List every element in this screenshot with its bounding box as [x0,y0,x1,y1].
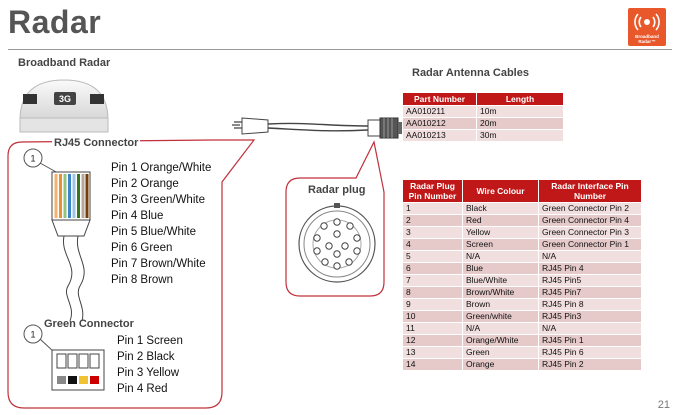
table-cell: 12 [403,335,463,347]
table-header-cell: Radar Interface Pin Number [539,180,642,203]
table-cell: 5 [403,251,463,263]
table-cell: 14 [403,359,463,371]
table-cell: Blue/White [463,275,539,287]
table-row [403,227,642,239]
cables-title: Radar Antenna Cables [412,67,529,79]
radar-plug-label: Radar plug [308,184,366,196]
table-row [403,299,642,311]
table-cell: 10m [477,106,564,118]
table-cell: 4 [403,239,463,251]
rj45-label: RJ45 Connector [54,137,139,149]
table-cell: 30m [477,130,564,142]
pinout-table-body [403,203,642,371]
rj45-plug-drawing [20,146,110,331]
green-pin-list [117,333,183,397]
table-cell: Blue [463,263,539,275]
table-header-row [403,93,564,106]
page-number: 21 [657,399,670,411]
green-pin: Pin 4 Red [117,383,168,395]
table-cell: RJ45 Pin5 [539,275,642,287]
table-cell: 6 [403,263,463,275]
table-cell: Green Connector Pin 2 [539,203,642,215]
table-row [403,215,642,227]
table-row [403,263,642,275]
table-row [403,335,642,347]
cables-table [402,92,564,142]
table-row [403,130,564,142]
rj45-pin: Pin 1 Orange/White [111,162,212,174]
table-cell: 1 [403,203,463,215]
table-cell: Orange/White [463,335,539,347]
rj45-pin: Pin 8 Brown [111,274,174,286]
table-cell: RJ45 Pin7 [539,287,642,299]
table-cell: N/A [463,323,539,335]
green-connector-drawing [20,322,115,397]
rj45-callout-number: 1 [30,153,36,164]
table-row [403,106,564,118]
table-row [403,311,642,323]
table-cell: Green Connector Pin 1 [539,239,642,251]
table-row [403,275,642,287]
table-cell: 11 [403,323,463,335]
table-cell: RJ45 Pin 1 [539,335,642,347]
green-callout-number: 1 [30,329,36,340]
table-row [403,323,642,335]
page-title: Radar [8,4,102,40]
table-row [403,239,642,251]
table-cell: Green Connector Pin 4 [539,215,642,227]
table-cell: 7 [403,275,463,287]
table-cell: 3 [403,227,463,239]
table-header-cell: Part Number [403,93,477,106]
table-header-cell: Wire Colour [463,180,539,203]
rj45-pin: Pin 6 Green [111,242,173,254]
table-cell: 8 [403,287,463,299]
table-row [403,359,642,371]
table-header-cell: Radar Plug Pin Number [403,180,463,203]
table-cell: AA010212 [403,118,477,130]
table-cell: Yellow [463,227,539,239]
logo-line1: Broadband [635,34,659,39]
table-cell: Green [463,347,539,359]
table-cell: RJ45 Pin 6 [539,347,642,359]
table-cell: N/A [539,323,642,335]
table-cell: 20m [477,118,564,130]
table-cell: Orange [463,359,539,371]
rj45-pin-list [111,160,211,288]
table-row [403,203,642,215]
table-cell: Black [463,203,539,215]
table-cell: RJ45 Pin3 [539,311,642,323]
table-row [403,251,642,263]
table-cell: RJ45 Pin 8 [539,299,642,311]
table-cell: Brown [463,299,539,311]
table-cell: AA010211 [403,106,477,118]
table-cell: Green Connector Pin 3 [539,227,642,239]
table-cell: Screen [463,239,539,251]
table-cell: 9 [403,299,463,311]
green-pin: Pin 2 Black [117,351,175,363]
rj45-pin: Pin 7 Brown/White [111,258,206,270]
green-connector-label: Green Connector [44,318,134,330]
logo-line2: Radar™ [638,39,656,44]
table-cell: 10 [403,311,463,323]
table-row [403,118,564,130]
rj45-pin: Pin 2 Orange [111,178,179,190]
green-pin: Pin 1 Screen [117,335,183,347]
table-cell: RJ45 Pin 2 [539,359,642,371]
table-row [403,347,642,359]
product-name: Broadband Radar [18,57,111,69]
table-row [403,287,642,299]
dome-badge: 3G [58,94,72,104]
table-cell: 2 [403,215,463,227]
table-cell: 13 [403,347,463,359]
table-header-row [403,180,642,203]
rj45-pin: Pin 5 Blue/White [111,226,197,238]
table-cell: Red [463,215,539,227]
rj45-pin: Pin 4 Blue [111,210,164,222]
green-pin: Pin 3 Yellow [117,367,180,379]
table-cell: Brown/White [463,287,539,299]
rj45-pin: Pin 3 Green/White [111,194,205,206]
table-cell: Green/white [463,311,539,323]
antenna-cable-drawing [228,100,418,150]
table-cell: RJ45 Pin 4 [539,263,642,275]
table-cell: N/A [539,251,642,263]
radar-plug-drawing [294,198,380,290]
table-cell: AA010213 [403,130,477,142]
table-cell: N/A [463,251,539,263]
table-header-cell: Length [477,93,564,106]
pinout-table [402,179,642,371]
